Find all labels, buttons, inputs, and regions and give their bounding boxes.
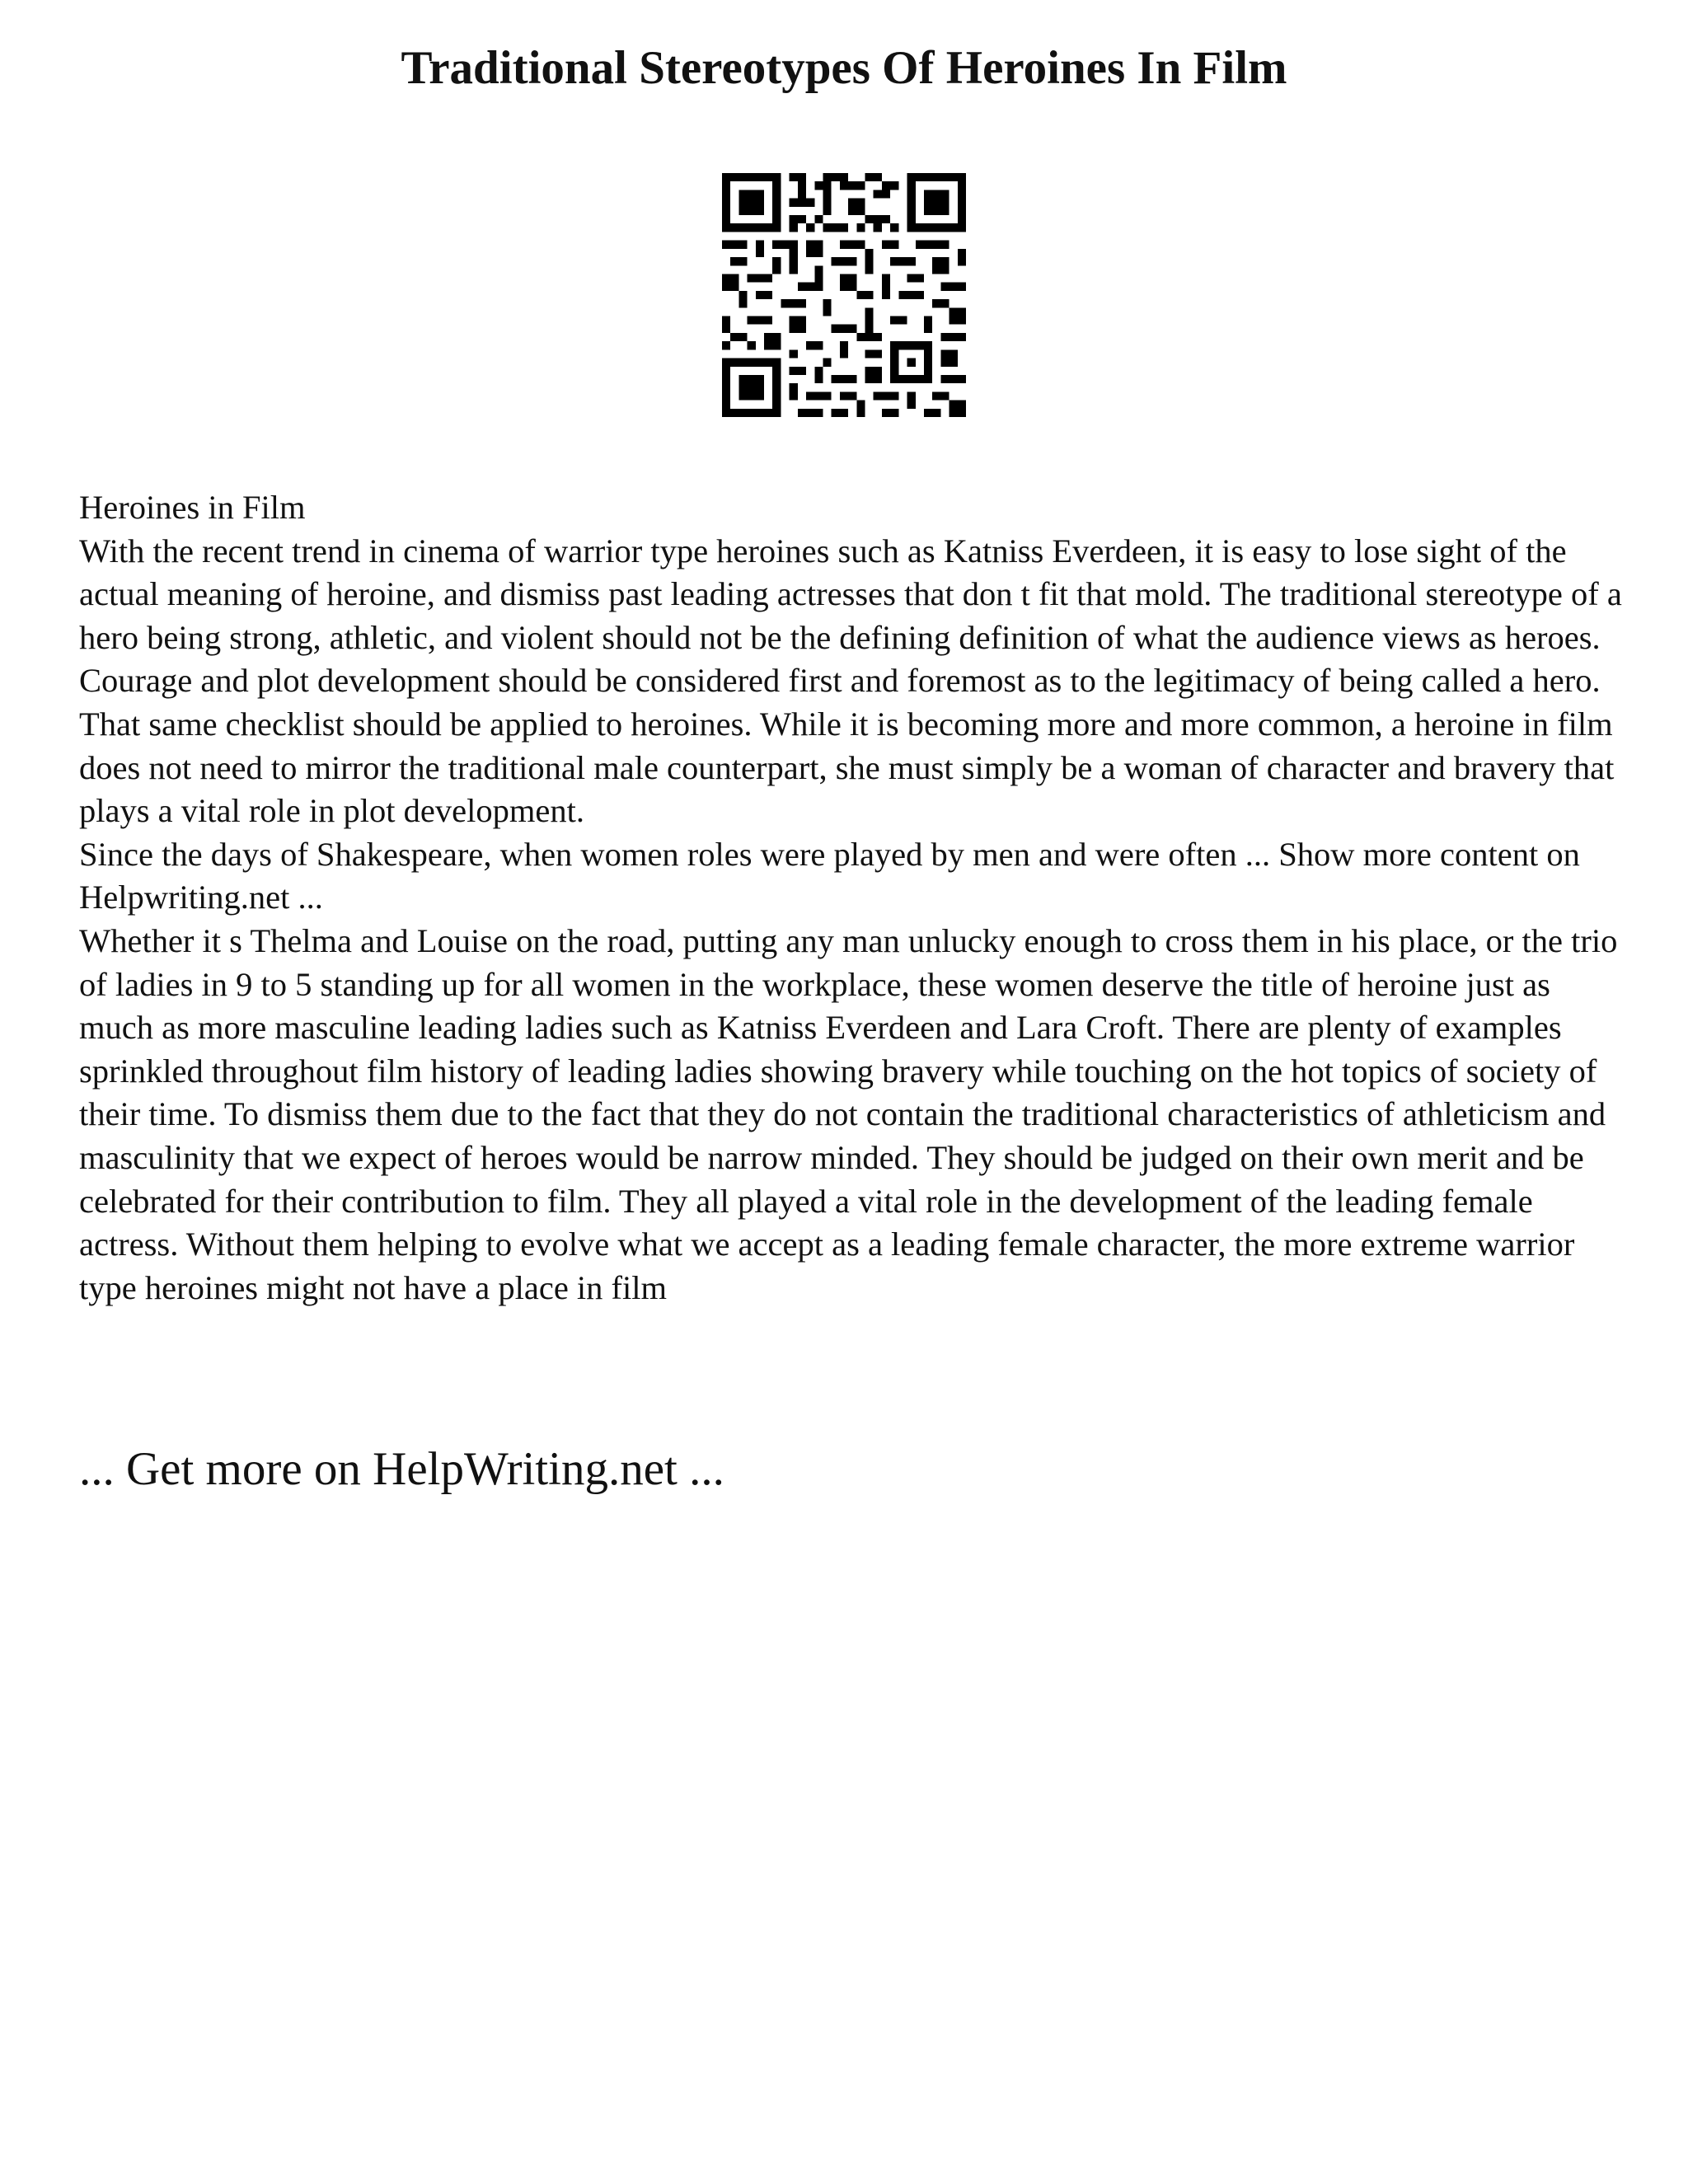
paragraph: Whether it s Thelma and Louise on the road, putting any man unlucky enough to cross them in his place, or the trio of ladies in 9 to 5 standing up for all women in the workplace, these women deserve the title of heroine just as much as more masculine leading ladies such as Katniss Everdeen and Lara Croft. There are plenty of examples sprinkled throughout film history of leading ladies showing bravery while touching on the hot topics of society of their time. To dismiss them due to the fact that they do not contain the traditional characteristics of athleticism and masculinity that we expect of heroes would be narrow minded. They should be judged on their own merit and be celebrated for their contribution to film. They all played a vital role in the development of the leading female actress. Without them helping to evolve what we accept as a leading female character, the more extreme warrior type heroines might not have a place in film	[79, 921, 1618, 1306]
paragraph: With the recent trend in cinema of warrior type heroines such as Katniss Everdeen, it is easy to lose sight of the actual meaning of heroine, and dismiss past leading actresses that don t fit that mold. The traditional stereotype of a hero being strong, athletic, and violent should not be the defining definition of what the audience views as heroes. Courage and plot development should be considered first and foremost as to the legitimacy of being called a hero. That same checklist should be applied to heroines. While it is becoming more and more common, a heroine in film does not need to mirror the traditional male counterpart, she must simply be a woman of character and bravery that plays a vital role in plot development.	[79, 532, 1622, 830]
document-title: Traditional Stereotypes Of Heroines In Film	[401, 42, 1287, 94]
paragraph-show-more[interactable]: Since the days of Shakespeare, when women roles were played by men and were often ... Show more content on Helpwriting.net ...	[79, 835, 1580, 916]
document-body	[79, 486, 1629, 1310]
get-more-link[interactable]: ... Get more on HelpWriting.net ...	[79, 1443, 724, 1495]
section-heading: Heroines in Film	[79, 489, 306, 526]
qr-code-icon[interactable]	[722, 173, 966, 417]
